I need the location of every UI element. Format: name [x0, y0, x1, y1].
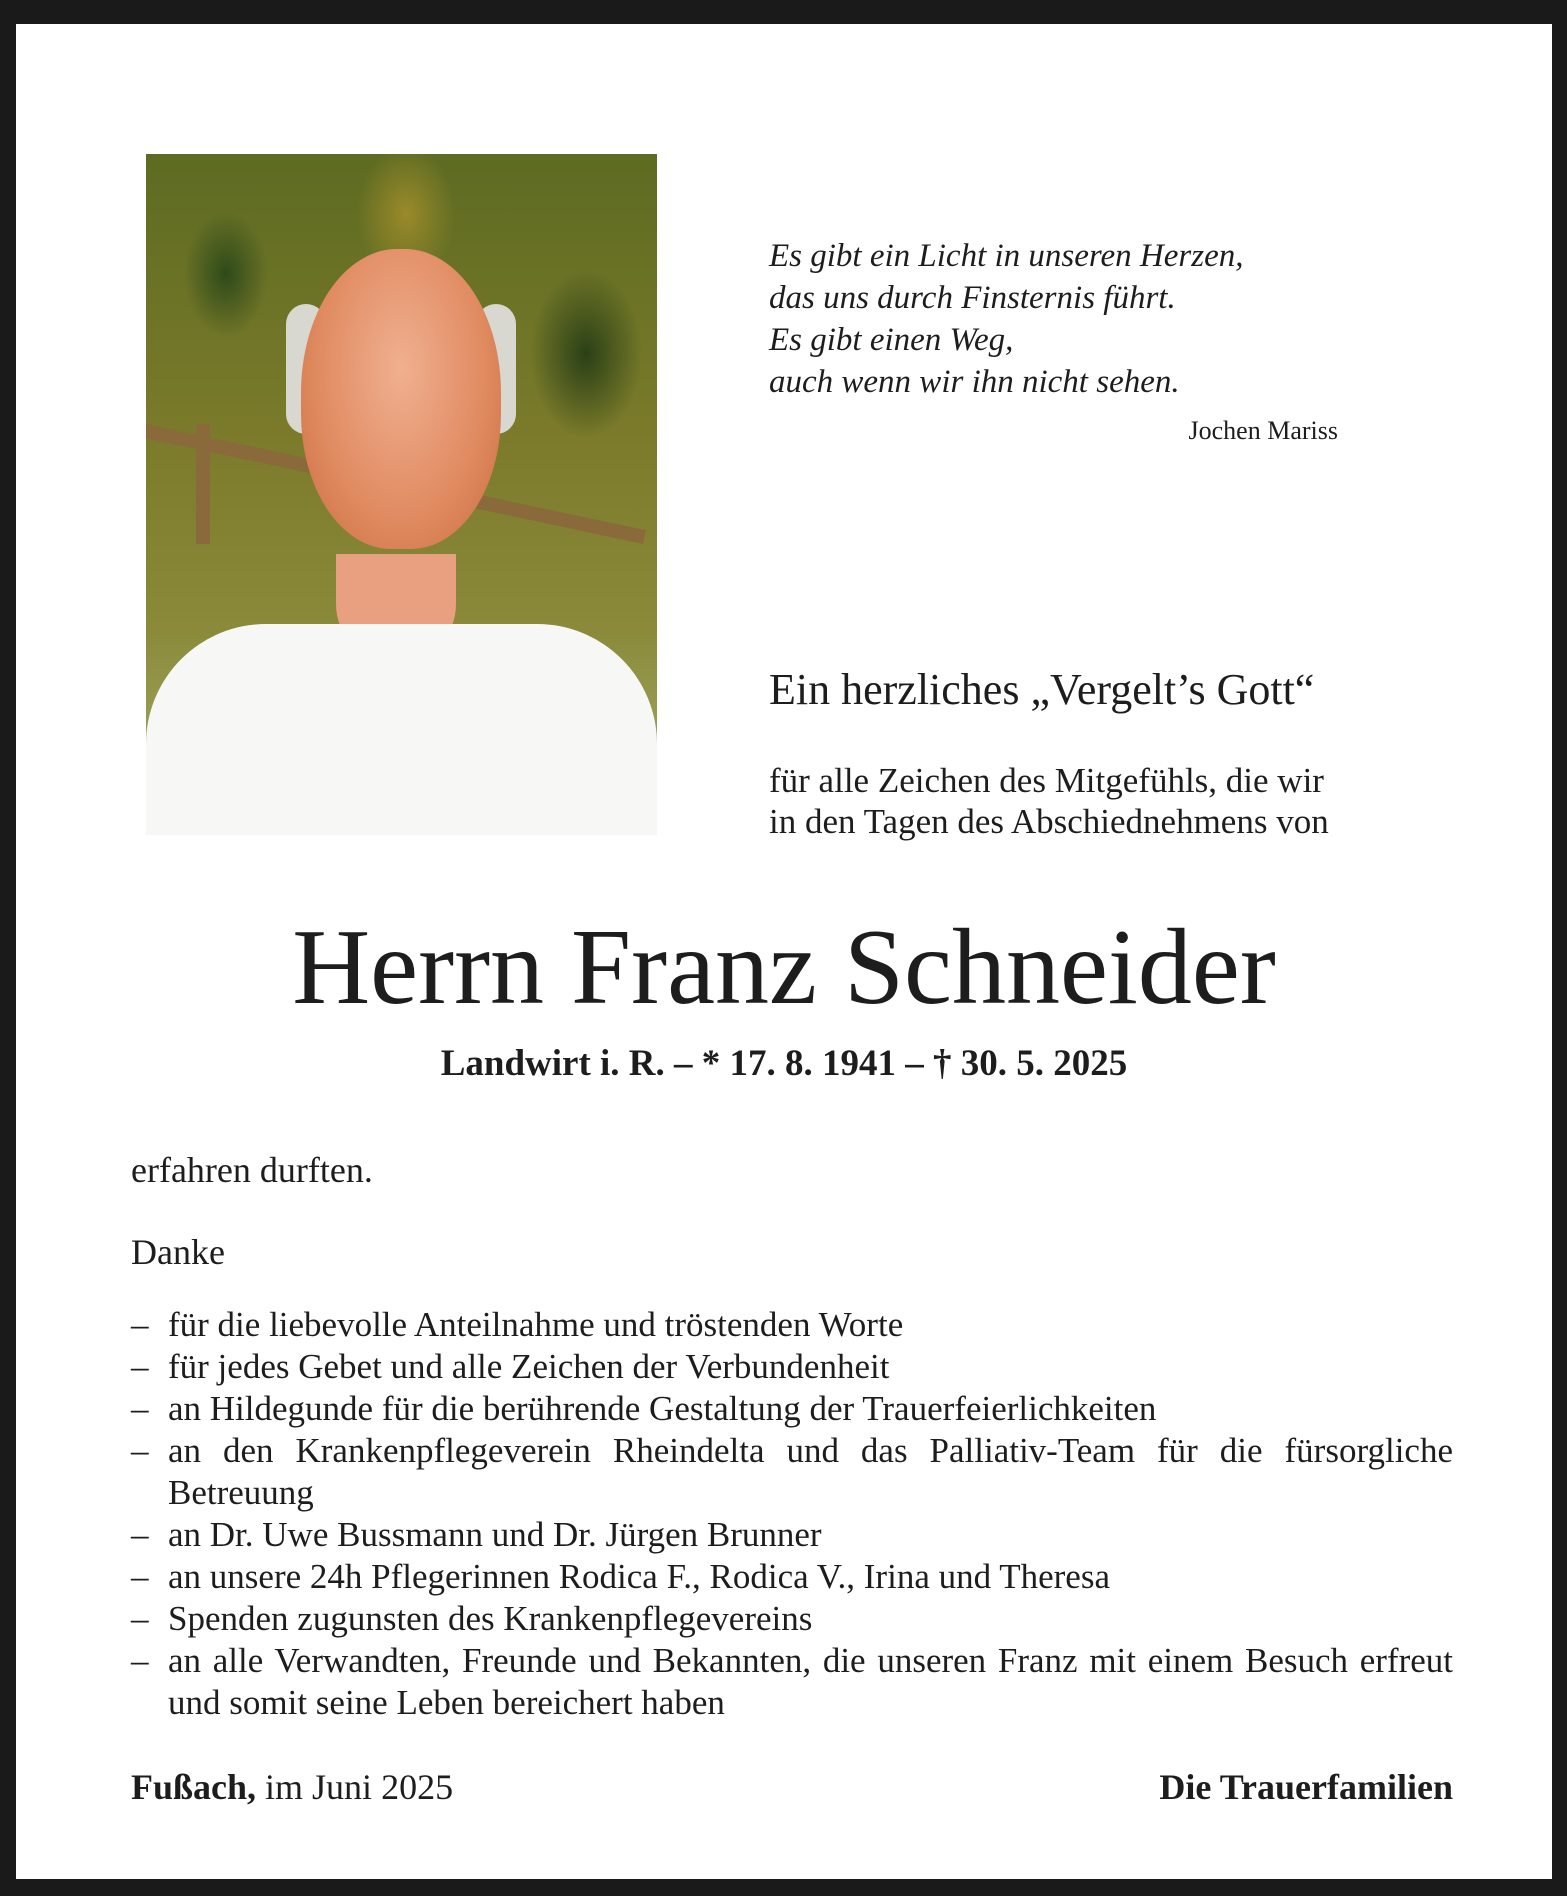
place: Fußach, — [131, 1767, 257, 1807]
dash: – — [131, 1641, 149, 1680]
intro-line: für alle Zeichen des Mitgefühls, die wir — [769, 761, 1324, 800]
list-item-text: an unsere 24h Pflegerinnen Rodica F., Rodica V., Irina und Theresa — [168, 1557, 1110, 1596]
dash: – — [131, 1389, 149, 1428]
list-item-text: an Hildegunde für die berührende Gestaltung der Trauerfeierlichkeiten — [168, 1389, 1157, 1428]
quote-line: Es gibt einen Weg, — [769, 322, 1014, 358]
quote — [769, 235, 1243, 403]
danke-heading: Danke — [131, 1232, 225, 1272]
list-item — [131, 1430, 1453, 1514]
dash: – — [131, 1557, 149, 1596]
dash: – — [131, 1599, 149, 1638]
fence-post — [196, 424, 210, 544]
quote-author: Jochen Mariss — [1188, 416, 1338, 445]
list-item-text: an Dr. Uwe Bussmann und Dr. Jürgen Brunner — [168, 1515, 822, 1554]
intro-text — [769, 760, 1329, 842]
list-item — [131, 1640, 1453, 1724]
list-item — [131, 1514, 1453, 1556]
face — [301, 249, 501, 549]
list-item — [131, 1598, 1453, 1640]
quote-line: auch wenn wir ihn nicht sehen. — [769, 364, 1180, 400]
place-date — [131, 1766, 453, 1808]
deceased-dates: Landwirt i. R. – * 17. 8. 1941 – † 30. 5. 2025 — [440, 1043, 1128, 1084]
white-shirt — [146, 624, 657, 835]
portrait-photo — [146, 154, 657, 835]
list-item-text: an alle Verwandten, Freunde und Bekannten, die unseren Franz mit einem Besuch erfreut und somit seine Leben bereichert haben — [168, 1641, 1453, 1722]
closing-text: erfahren durften. — [131, 1150, 373, 1190]
dash: – — [131, 1305, 149, 1344]
quote-line: Es gibt ein Licht in unseren Herzen, — [769, 238, 1244, 274]
date: im Juni 2025 — [256, 1767, 454, 1807]
list-item-text: an den Krankenpflegeverein Rheindelta und das Palliativ-Team für die fürsorgliche Betreuung — [168, 1431, 1453, 1512]
quote-line: das uns durch Finsternis führt. — [769, 280, 1176, 316]
signature: Die Trauerfamilien — [1159, 1767, 1453, 1807]
intro-line: in den Tagen des Abschiednehmens von — [769, 802, 1329, 841]
list-item — [131, 1556, 1453, 1598]
thanks-list — [131, 1304, 1453, 1724]
list-item-text: für jedes Gebet und alle Zeichen der Verbundenheit — [168, 1347, 890, 1386]
list-item — [131, 1346, 1453, 1388]
dash: – — [131, 1515, 149, 1554]
list-item-text: für die liebevolle Anteilnahme und tröstenden Worte — [168, 1305, 904, 1344]
list-item — [131, 1304, 1453, 1346]
thanks-heading: Ein herzliches „Vergelt’s Gott“ — [769, 665, 1315, 714]
list-item-text: Spenden zugunsten des Krankenpflegevereins — [168, 1599, 813, 1638]
obituary-notice — [16, 24, 1552, 1879]
deceased-name: Herrn Franz Schneider — [292, 908, 1276, 1027]
dash: – — [131, 1347, 149, 1386]
dash: – — [131, 1431, 149, 1470]
list-item — [131, 1388, 1453, 1430]
